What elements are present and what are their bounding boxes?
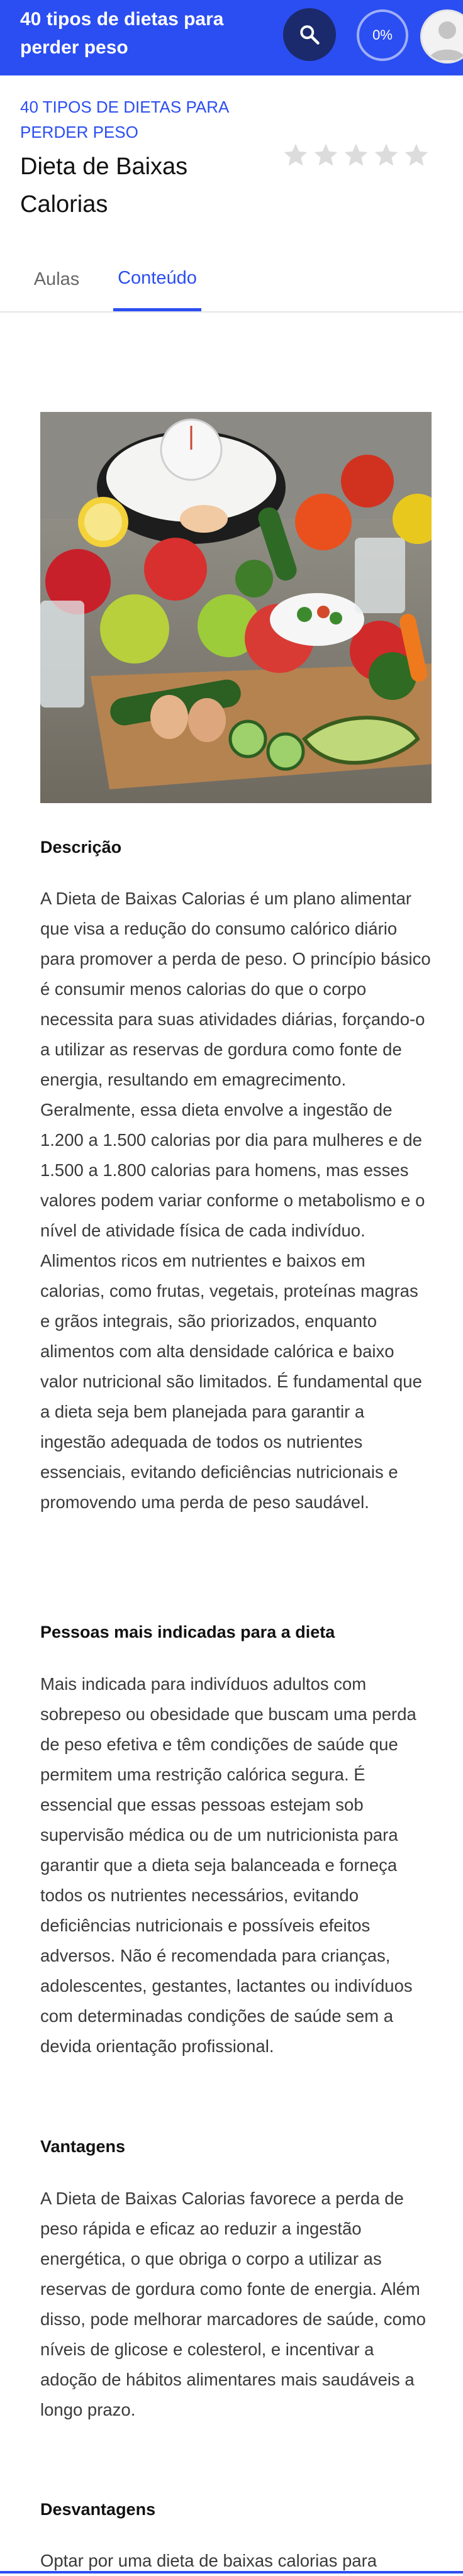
section-title-desvantagens: Desvantagens [40, 2500, 156, 2519]
progress-indicator[interactable] [357, 9, 408, 61]
star-icon[interactable] [372, 142, 400, 169]
search-icon [298, 23, 321, 46]
tab-label: Conteúdo [118, 268, 197, 288]
star-icon[interactable] [282, 142, 310, 169]
tab-conteudo[interactable] [113, 248, 201, 311]
page-title: Dieta de Baixas Calorias [20, 153, 188, 218]
section-body-vantagens: A Dieta de Baixas Calorias favorece a perda de peso rápida e eficaz ao reduzir a ingestão energética, o que obriga o corpo a utilizar as reservas de gordura como fonte de energia. Além disso, pode melhorar marcadores de saúde, como níveis de glicose e colesterol, e incentivar a adoção de hábitos alimentares mais saudáveis a longo prazo. [40, 2189, 426, 2419]
star-rating[interactable] [282, 142, 430, 169]
hero-image-diet-food [40, 412, 432, 803]
section-title-pessoas-indicadas: Pessoas mais indicadas para a dieta [40, 1623, 335, 1641]
star-icon[interactable] [403, 142, 430, 169]
search-button[interactable] [283, 8, 336, 61]
section-body-desvantagens: Optar por uma dieta de baixas calorias para [40, 2551, 377, 2570]
section-body-descricao: A Dieta de Baixas Calorias é um plano alimentar que visa a redução do consumo calórico diário para promover a perda de peso. O princípio básico é consumir menos calorias do que o corpo necessita para suas atividades diárias, forçando-o a utilizar as reservas de gordura como fonte de energia, resultando em emagrecimento. Geralmente, essa dieta envolve a ingestão de 1.200 a 1.500 calorias por dia para mulheres e de 1.500 a 1.800 calorias para homens, mas esses valores podem variar conforme o metabolismo e o nível de atividade física de cada indivíduo. Alimentos ricos em nutrientes e baixos em calorias, como frutas, vegetais, proteínas magras e grãos integrais, são priorizados, enquanto alimentos com alta densidade calórica e baixo valor nutricional são limitados. É fundamental que a dieta seja bem planejada para garantir a ingestão adequada de todos os nutrientes essenciais, evitando deficiências nutricionais e promovendo uma perda de peso saudável. [40, 889, 431, 1512]
avatar[interactable] [420, 9, 463, 64]
section-body-pessoas-indicadas: Mais indicada para indivíduos adultos com sobrepeso ou obesidade que buscam uma perda de peso efetiva e têm condições de saúde que permitem uma restrição calórica segura. É essencial que essas pessoas estejam sob supervisão médica ou de um nutricionista para garantir que a dieta seja balanceada e forneça todos os nutrientes necessários, evitando deficiências nutricionais e possíveis efeitos adversos. Não é recomendada para crianças, adolescentes, gestantes, lactantes ou indivíduos com determinadas condições de saúde sem a devida orientação profissional. [40, 1674, 416, 2056]
tab-aulas[interactable] [31, 248, 82, 310]
section-title-vantagens: Vantagens [40, 2137, 126, 2156]
section-title-descricao: Descrição [40, 838, 122, 857]
bottom-progress-line [0, 2571, 463, 2573]
top-app-bar [0, 0, 463, 75]
star-icon[interactable] [342, 142, 370, 169]
tab-bar [0, 248, 463, 313]
breadcrumb[interactable]: 40 TIPOS DE DIETAS PARA PERDER PESO [20, 97, 228, 142]
app-title[interactable]: 40 tipos de dietas para perder peso [20, 9, 224, 58]
star-icon[interactable] [312, 142, 340, 169]
tab-label: Aulas [33, 269, 80, 289]
progress-value: 0% [372, 27, 393, 43]
user-avatar-icon [422, 11, 463, 62]
